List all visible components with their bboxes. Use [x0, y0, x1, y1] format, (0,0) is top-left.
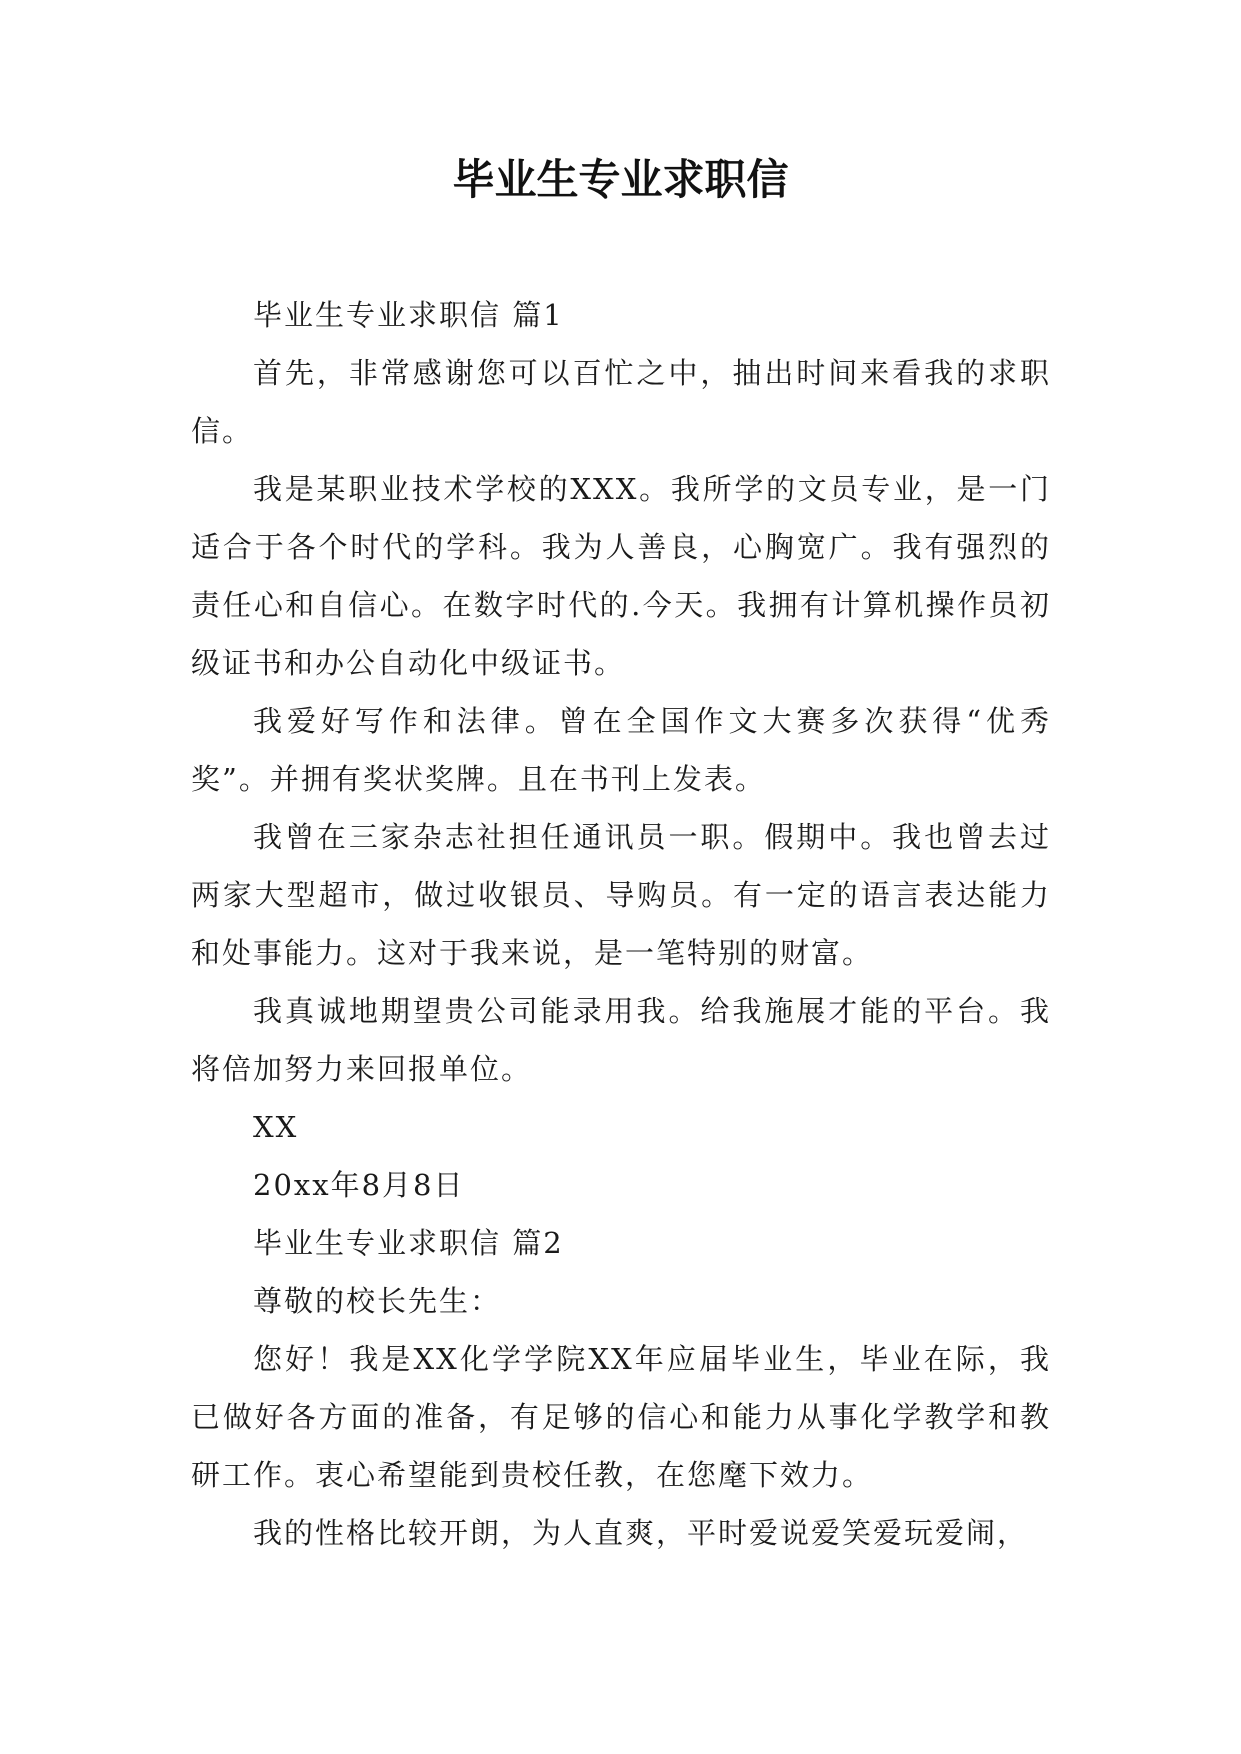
paragraph-intro-2: 您好！我是XX化学学院XX年应届毕业生，毕业在际，我已做好各方面的准备，有足够的信心和能力从事化学教学和教研工作。衷心希望能到贵校任教，在您麾下效力。: [191, 1342, 1051, 1492]
paragraph-introduction: 我是某职业技术学校的XXX。我所学的文员专业，是一门适合于各个时代的学科。我为人善良，心胸宽广。我有强烈的责任心和自信心。在数字时代的.今天。我拥有计算机操作员初级证书和办公自动化中级证书。: [191, 472, 1051, 680]
section-heading-1: 毕业生专业求职信 篇1: [253, 298, 564, 332]
paragraph-experience: 我曾在三家杂志社担任通讯员一职。假期中。我也曾去过两家大型超市，做过收银员、导购员。有一定的语言表达能力和处事能力。这对于我来说，是一笔特别的财富。: [191, 820, 1051, 970]
signature-name: XX: [253, 1110, 299, 1144]
section-heading-2: 毕业生专业求职信 篇2: [253, 1226, 564, 1260]
paragraph-hobbies: 我爱好写作和法律。曾在全国作文大赛多次获得“优秀奖”。并拥有奖状奖牌。且在书刊上发表。: [191, 704, 1051, 796]
paragraph-personality: 我的性格比较开朗，为人直爽，平时爱说爱笑爱玩爱闹，: [253, 1516, 1029, 1550]
paragraph-closing: 我真诚地期望贵公司能录用我。给我施展才能的平台。我将倍加努力来回报单位。: [191, 994, 1051, 1086]
paragraph-greeting: 首先，非常感谢您可以百忙之中，抽出时间来看我的求职信。: [191, 356, 1051, 448]
signature-date: 20xx年8月8日: [253, 1168, 465, 1202]
paragraph-salutation: 尊敬的校长先生：: [253, 1284, 502, 1318]
document-body: [191, 286, 1051, 1562]
document-title: 毕业生专业求职信: [452, 155, 789, 204]
